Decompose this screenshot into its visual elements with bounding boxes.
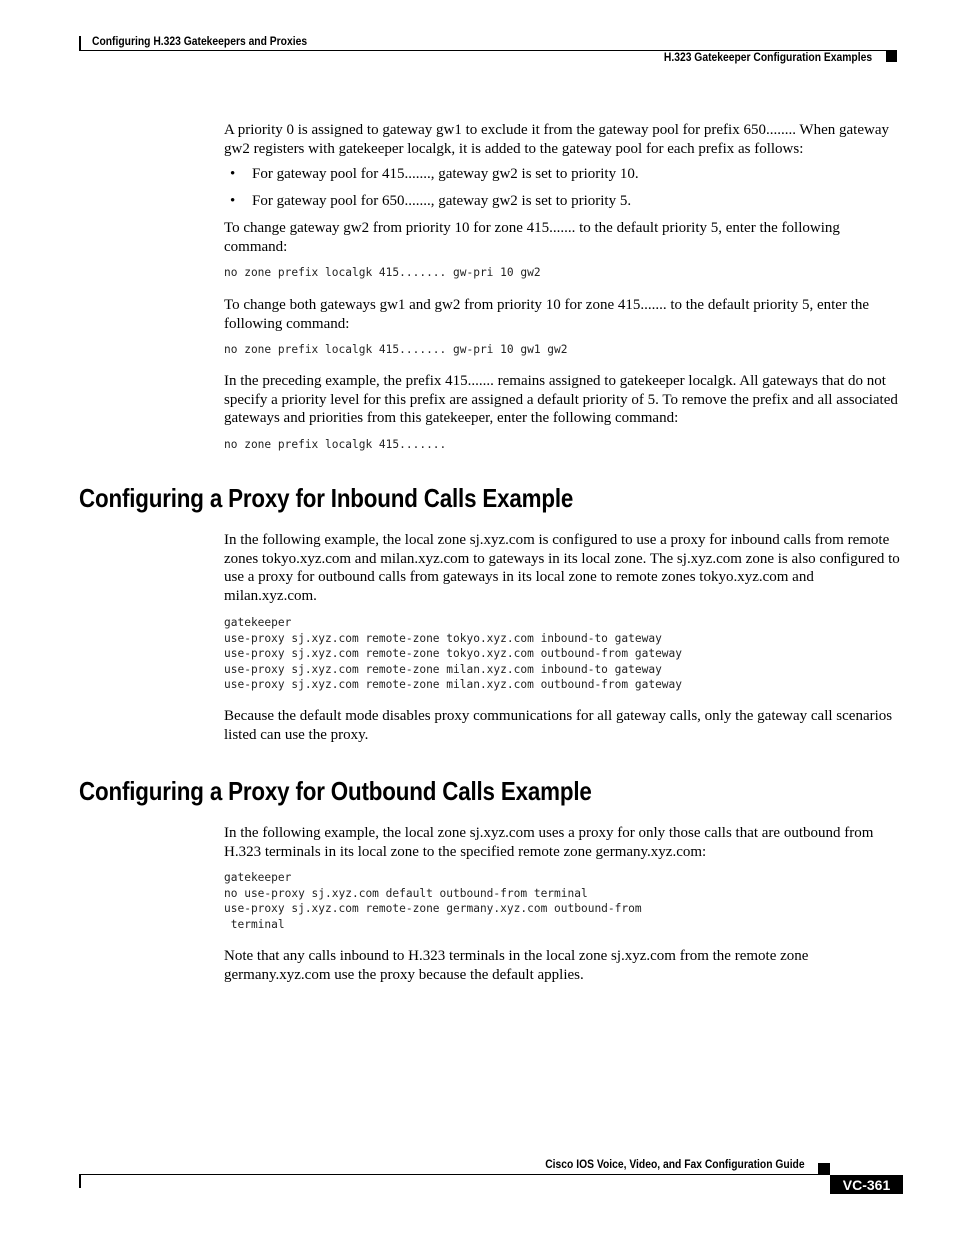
footer-book-title: Cisco IOS Voice, Video, and Fax Configuration Guide (545, 1157, 805, 1171)
section-heading-outbound: Configuring a Proxy for Outbound Calls Example (79, 776, 592, 806)
code-block-1: no zone prefix localgk 415....... gw-pri 10 gw2 (224, 266, 541, 279)
outbound-code-block: gatekeeper no use-proxy sj.xyz.com default outbound-from terminal use-proxy sj.xyz.com remote-zone germany.xyz.com outbound-from terminal (224, 871, 642, 931)
bullet-icon: • (230, 193, 236, 209)
footer-left-tick (79, 1174, 81, 1188)
code-block-2: no zone prefix localgk 415....... gw-pri 10 gw1 gw2 (224, 343, 568, 356)
inbound-paragraph-1: In the following example, the local zone sj.xyz.com is configured to use a proxy for inbound calls from remote zones tokyo.xyz.com and milan.xyz.com to gateways in its local zone. The sj.xyz.com zone is also configured to use a proxy for outbound calls from gateways in its local zone to remote zones tokyo.xyz.com and milan.xyz.com. (224, 532, 900, 605)
inbound-code-block: gatekeeper use-proxy sj.xyz.com remote-zone tokyo.xyz.com inbound-to gateway use-proxy sj.xyz.com remote-zone tokyo.xyz.com outbound-from gateway use-proxy sj.xyz.com remote-zone milan.xyz.com inbound-to gateway use-proxy sj.xyz.com remote-zone milan.xyz.com outbound-from gateway (224, 616, 683, 692)
outbound-paragraph-1: In the following example, the local zone sj.xyz.com uses a proxy for only those calls that are outbound from H.323 terminals in its local zone to the specified remote zone germany.xyz.com: (224, 825, 874, 860)
page-number: VC-361 (830, 1175, 903, 1194)
intro-paragraph-2: To change gateway gw2 from priority 10 for zone 415....... to the default priority 5, enter the following command: (224, 220, 840, 255)
running-header-chapter: Configuring H.323 Gatekeepers and Proxies (92, 34, 308, 48)
bullet-item-2: For gateway pool for 650......., gateway gw2 is set to priority 5. (252, 193, 632, 209)
footer-rule (79, 1174, 819, 1175)
footer-marker (818, 1163, 830, 1175)
intro-paragraph-4: In the preceding example, the prefix 415....... remains assigned to gatekeeper localgk. All gateways that do not specify a priority level for this prefix are assigned a default priority of 5. To remove the prefix and all associated gateways and priorities from this gatekeeper, enter the following command: (224, 373, 898, 427)
header-marker (886, 51, 897, 62)
inbound-paragraph-2: Because the default mode disables proxy communications for all gateway calls, only the gateway call scenarios listed can use the proxy. (224, 708, 893, 743)
intro-paragraph-3: To change both gateways gw1 and gw2 from priority 10 for zone 415....... to the default priority 5, enter the following command: (224, 297, 870, 332)
outbound-paragraph-2: Note that any calls inbound to H.323 terminals in the local zone sj.xyz.com from the remote zone germany.xyz.com use the proxy because the default applies. (224, 948, 809, 983)
running-header-section: H.323 Gatekeeper Configuration Examples (663, 50, 872, 64)
intro-paragraph-1: A priority 0 is assigned to gateway gw1 to exclude it from the gateway pool for prefix 650........ When gateway gw2 registers with gatekeeper localgk, it is added to the gateway pool for each prefix as follows: (224, 122, 889, 157)
section-heading-inbound: Configuring a Proxy for Inbound Calls Example (79, 483, 574, 513)
bullet-item-1: For gateway pool for 415......., gateway gw2 is set to priority 10. (252, 166, 639, 182)
header-left-tick (79, 36, 81, 50)
code-block-3: no zone prefix localgk 415....... (224, 438, 447, 451)
bullet-icon: • (230, 166, 236, 182)
